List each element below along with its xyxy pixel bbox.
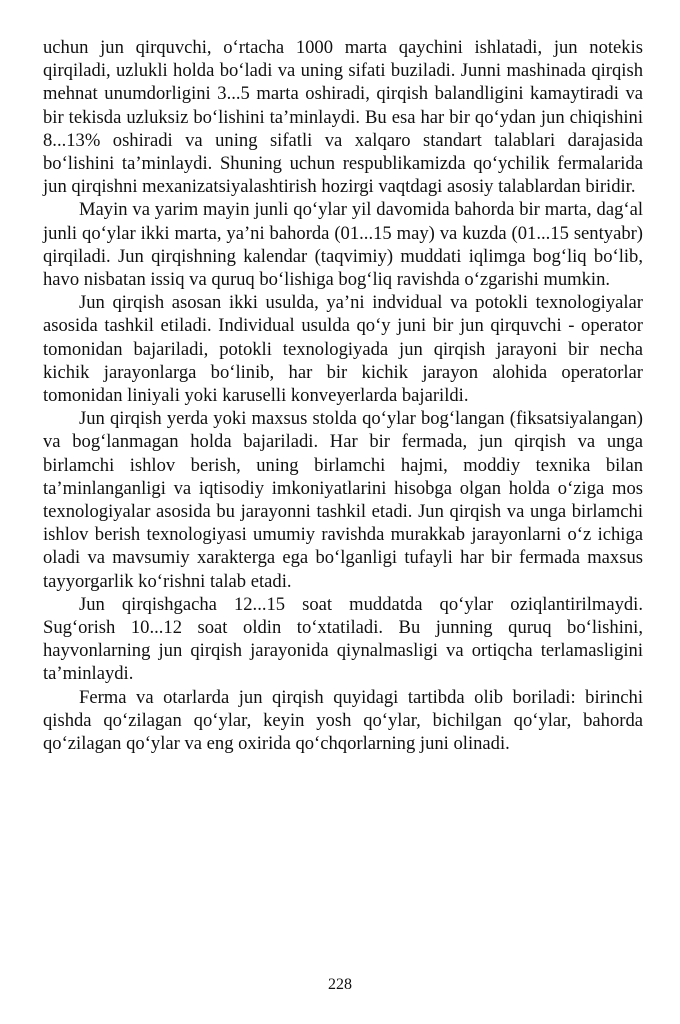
book-page-text xyxy=(43,36,643,755)
paragraph-preparation: Jun qirqishgacha 12...15 soat muddatda qo‘ylar oziqlantirilmaydi. Sug‘orish 10...12 soat oldin to‘xtatiladi. Bu junning quruq bo‘lishini, hayvonlarning jun qirqish jarayonida qiynalmasligi va ortiqcha terlamasligini ta’minlaydi. xyxy=(43,593,643,685)
paragraph-shearing-order: Ferma va otarlarda jun qirqish quyidagi tartibda olib boriladi: birinchi qishda qo‘zilagan qo‘ylar, keyin yosh qo‘ylar, bichilgan qo‘ylar, bahorda qo‘zilagan qo‘ylar va eng oxirida qo‘chqorlarning juni olinadi. xyxy=(43,686,643,755)
paragraph-shearing-methods: Jun qirqish asosan ikki usulda, ya’ni indvidual va potokli texnologiyalar asosida tashkil etiladi. Individual usulda qo‘y juni bir jun qirquvchi - operator tomonidan bajariladi, potokli texnologiyada jun qirqish jarayoni bir necha kichik jarayonlarga bo‘linib, har bir kichik jarayon alohida operatorlar tomonidan liniyali yoki karuselli konveyerlarda bajarildi. xyxy=(43,292,643,407)
page-number: 228 xyxy=(328,976,352,993)
paragraph-shearing-seasons: Mayin va yarim mayin junli qo‘ylar yil davomida bahorda bir marta, dag‘al junli qo‘ylar ikki marta, ya’ni bahorda (01...15 may) va kuzda (01...15 sentyabr) qirqiladi. Jun qirqishning kalendar (taqvimiy) muddati iqlimga bog‘liq bo‘lib, havo nisbatan issiq va quruq bo‘lishiga bog‘liq ravishda o‘zgarishi mumkin. xyxy=(43,199,643,291)
paragraph-continuation: uchun jun qirquvchi, o‘rtacha 1000 marta qaychini ishlatadi, jun notekis qirqiladi, uzlukli holda bo‘ladi va uning sifati buziladi. Junni mashinada qirqish mehnat unumdorligini 3...5 marta oshiradi, qirqish balandligini kamaytiradi va bir tekisda uzluksiz bo‘lishini ta’minlaydi. Bu esa har bir qo‘ydan jun chiqishini 8...13% oshiradi va uning sifatli va xalqaro standart talablari darajasida bo‘lishini ta’minlaydi. Shuning uchun respublikamizda qo‘ychilik fermalarida jun qirqishni mexanizatsiyalashtirish hozirgi vaqtdagi asosiy talablardan biridir. xyxy=(43,37,643,198)
paragraph-shearing-organization: Jun qirqish yerda yoki maxsus stolda qo‘ylar bog‘langan (fiksatsiyalangan) va bog‘lanmagan holda bajariladi. Har bir fermada, jun qirqish va unga birlamchi ishlov berish, uning birlamchi hajmi, moddiy texnika bilan ta’minlanganligi va iqtisodiy imkoniyatlarini hisobga olgan holda o‘ziga mos texnologiyalar asosida bu jarayonni tashkil etadi. Jun qirqish va unga birlamchi ishlov berish texnologiyasi umumiy ravishda murakkab jarayonlarni o‘z ichiga oladi va mavsumiy xarakterga ega bo‘lganligi tufayli har bir fermada maxsus tayyorgarlik ko‘rishni talab etadi. xyxy=(43,408,643,592)
